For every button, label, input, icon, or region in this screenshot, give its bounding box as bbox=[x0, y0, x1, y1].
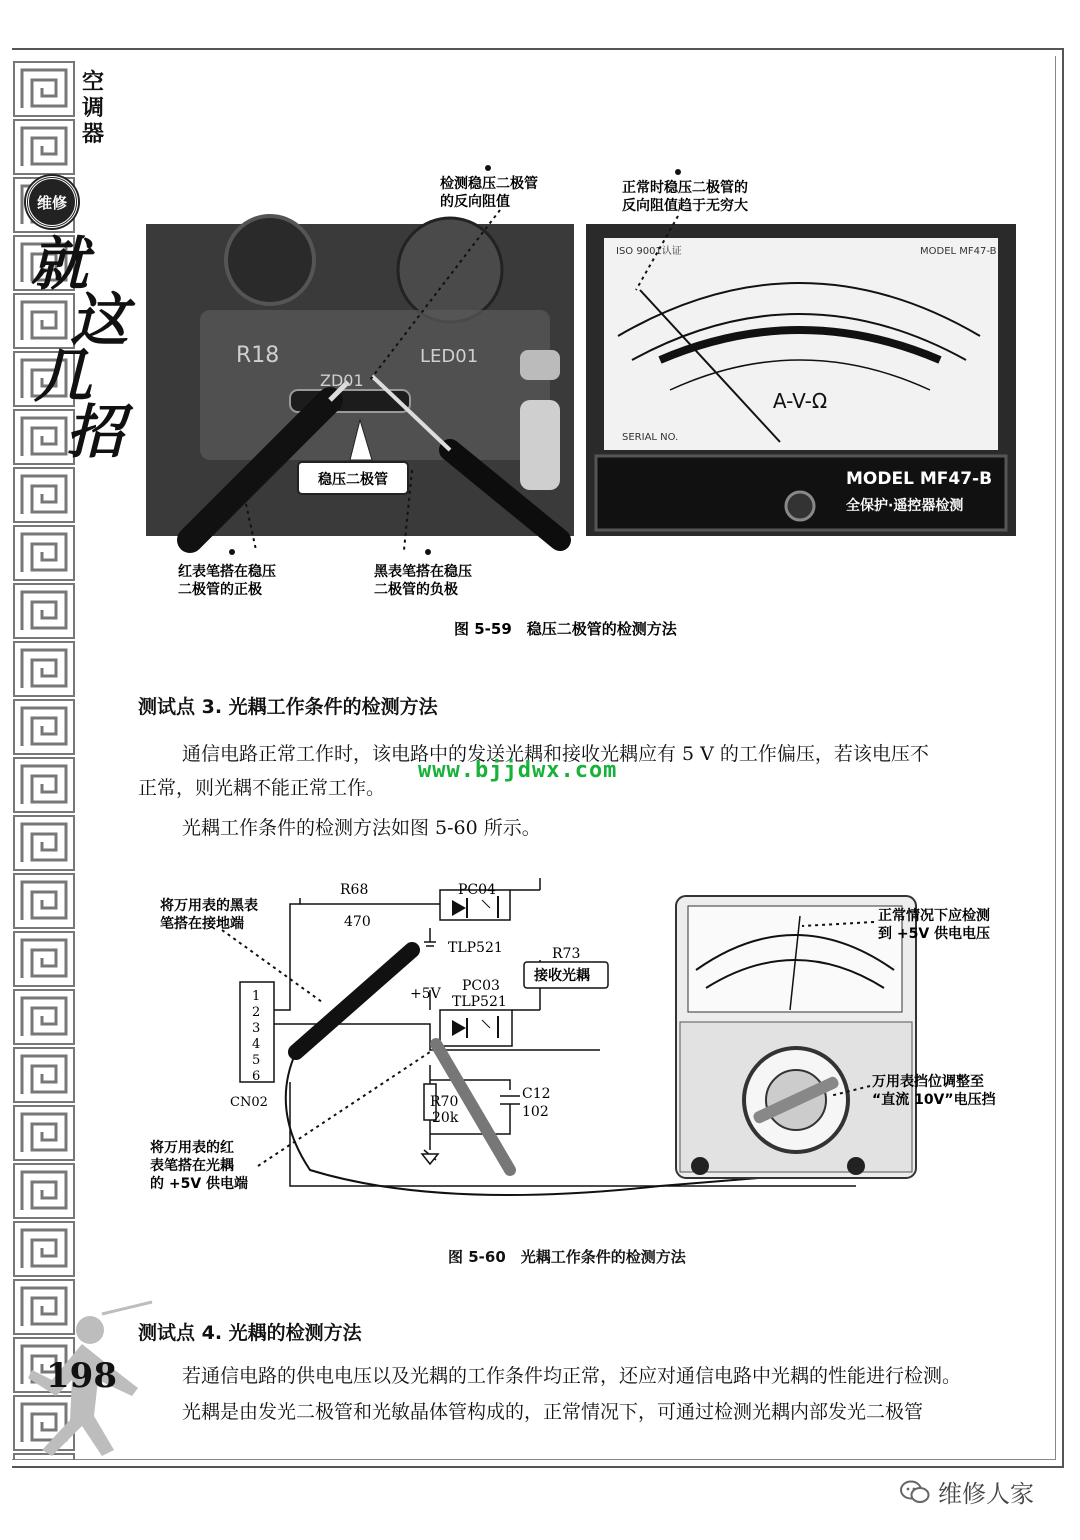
repair-badge: 维修 bbox=[26, 176, 78, 228]
label-r70: R70 bbox=[430, 1094, 459, 1110]
wechat-icon bbox=[900, 1479, 930, 1505]
callout-line: 二极管的负极 bbox=[374, 582, 458, 598]
pin-5: 5 bbox=[252, 1053, 261, 1068]
calligraphy-char: 招 bbox=[66, 398, 125, 466]
board-photo bbox=[146, 216, 574, 540]
board-label-r18: R18 bbox=[236, 343, 280, 368]
callout-black-ground bbox=[160, 897, 322, 1002]
label-plus5v: +5V bbox=[410, 986, 441, 1002]
label-cn02: CN02 bbox=[230, 1095, 268, 1110]
callout-line: 万用表挡位调整至 bbox=[872, 1074, 984, 1090]
paragraph: 正常，则光耦不能正常工作。 bbox=[138, 777, 386, 799]
callout-line: 笔搭在接地端 bbox=[160, 916, 244, 932]
callout-line: 二极管的正极 bbox=[178, 582, 262, 598]
optocoupler-pc03 bbox=[452, 1016, 498, 1038]
page-number: 198 bbox=[46, 1356, 117, 1396]
callout-line: 的反向阻值 bbox=[440, 194, 510, 210]
meter-top-right: MODEL MF47-B bbox=[920, 246, 997, 257]
brand-footer bbox=[900, 1474, 1034, 1509]
pin-6: 6 bbox=[252, 1069, 261, 1084]
callout-line: 反向阻值趋于无穷大 bbox=[622, 198, 748, 214]
board-label-zd01: ZD01 bbox=[320, 371, 364, 390]
section-heading: 测试点 4. 光耦的检测方法 bbox=[138, 1322, 362, 1344]
label-r70-value: 20k bbox=[432, 1110, 459, 1126]
pin-3: 3 bbox=[252, 1021, 261, 1036]
callout-line: 将万用表的黑表 bbox=[160, 898, 258, 914]
calligraphy-char: 这 bbox=[70, 286, 129, 354]
paragraph: 通信电路正常工作时，该电路中的发送光耦和接收光耦应有 5 V 的工作偏压，若该电压不 bbox=[182, 743, 929, 765]
callout-line: 到 +5V 供电电压 bbox=[878, 926, 991, 942]
pin-4: 4 bbox=[252, 1037, 261, 1052]
watermark: www.bjjdwx.com bbox=[418, 758, 618, 783]
pin-2: 2 bbox=[252, 1005, 261, 1020]
board-label-led01: LED01 bbox=[420, 346, 479, 367]
series-char: 空 bbox=[81, 70, 104, 95]
series-char: 器 bbox=[81, 122, 104, 147]
section-heading: 测试点 3. 光耦工作条件的检测方法 bbox=[138, 696, 438, 718]
paragraph: 光耦工作条件的检测方法如图 5-60 所示。 bbox=[182, 817, 541, 839]
label-pc04: PC04 bbox=[458, 882, 496, 898]
callout-line: 正常情况下应检测 bbox=[878, 908, 990, 924]
callout-line: 正常时稳压二极管的 bbox=[622, 180, 748, 196]
figure-5-59 bbox=[0, 150, 1080, 650]
callout-line: 黑表笔搭在稳压 bbox=[374, 564, 472, 580]
meter-photo bbox=[586, 224, 1016, 536]
callout-line: 红表笔搭在稳压 bbox=[178, 564, 276, 580]
diode-callout: 稳压二极管 bbox=[318, 472, 388, 488]
meter-model: MODEL MF47-B bbox=[846, 469, 993, 489]
paragraph: 若通信电路的供电电压以及光耦的工作条件均正常，还应对通信电路中光耦的性能进行检测。 bbox=[182, 1365, 962, 1387]
pin-1: 1 bbox=[252, 989, 261, 1004]
label-r73: R73 bbox=[552, 946, 581, 962]
paragraph: 光耦是由发光二极管和光敏晶体管构成的，正常情况下，可通过检测光耦内部发光二极管 bbox=[182, 1401, 924, 1423]
label-pc03: PC03 bbox=[462, 978, 500, 994]
series-char: 调 bbox=[81, 96, 104, 121]
figure-5-60 bbox=[140, 870, 1040, 1200]
meter-subtitle: 全保护·遥控器检测 bbox=[846, 498, 964, 514]
label-c12: C12 bbox=[522, 1086, 551, 1102]
label-tlp521-b: TLP521 bbox=[452, 994, 507, 1010]
meter-symbol: A-V-Ω bbox=[772, 389, 828, 413]
label-r68-value: 470 bbox=[344, 914, 371, 930]
calligraphy-char: 几 bbox=[34, 342, 93, 410]
callout-line: 检测稳压二极管 bbox=[440, 176, 538, 192]
figure-caption: 图 5-59 稳压二极管的检测方法 bbox=[454, 620, 677, 638]
receive-optocoupler-callout: 接收光耦 bbox=[534, 968, 590, 984]
calligraphy-char: 就 bbox=[30, 230, 89, 298]
label-c12-value: 102 bbox=[522, 1104, 549, 1120]
callout-line: “直流 10V”电压挡 bbox=[872, 1092, 996, 1108]
figure-caption: 图 5-60 光耦工作条件的检测方法 bbox=[448, 1248, 686, 1266]
series-title bbox=[80, 70, 106, 148]
brand-name: 维修人家 bbox=[938, 1480, 1034, 1508]
callout-line: 将万用表的红 bbox=[150, 1140, 234, 1156]
meter-serial: SERIAL NO. bbox=[622, 432, 679, 443]
label-r68: R68 bbox=[340, 882, 369, 898]
callout-line: 表笔搭在光耦 bbox=[150, 1158, 234, 1174]
label-tlp521-a: TLP521 bbox=[448, 940, 503, 956]
optocoupler-pc04 bbox=[452, 896, 498, 918]
meter-top-left: ISO 9001认证 bbox=[616, 246, 682, 257]
callout-line: 的 +5V 供电端 bbox=[150, 1176, 249, 1192]
